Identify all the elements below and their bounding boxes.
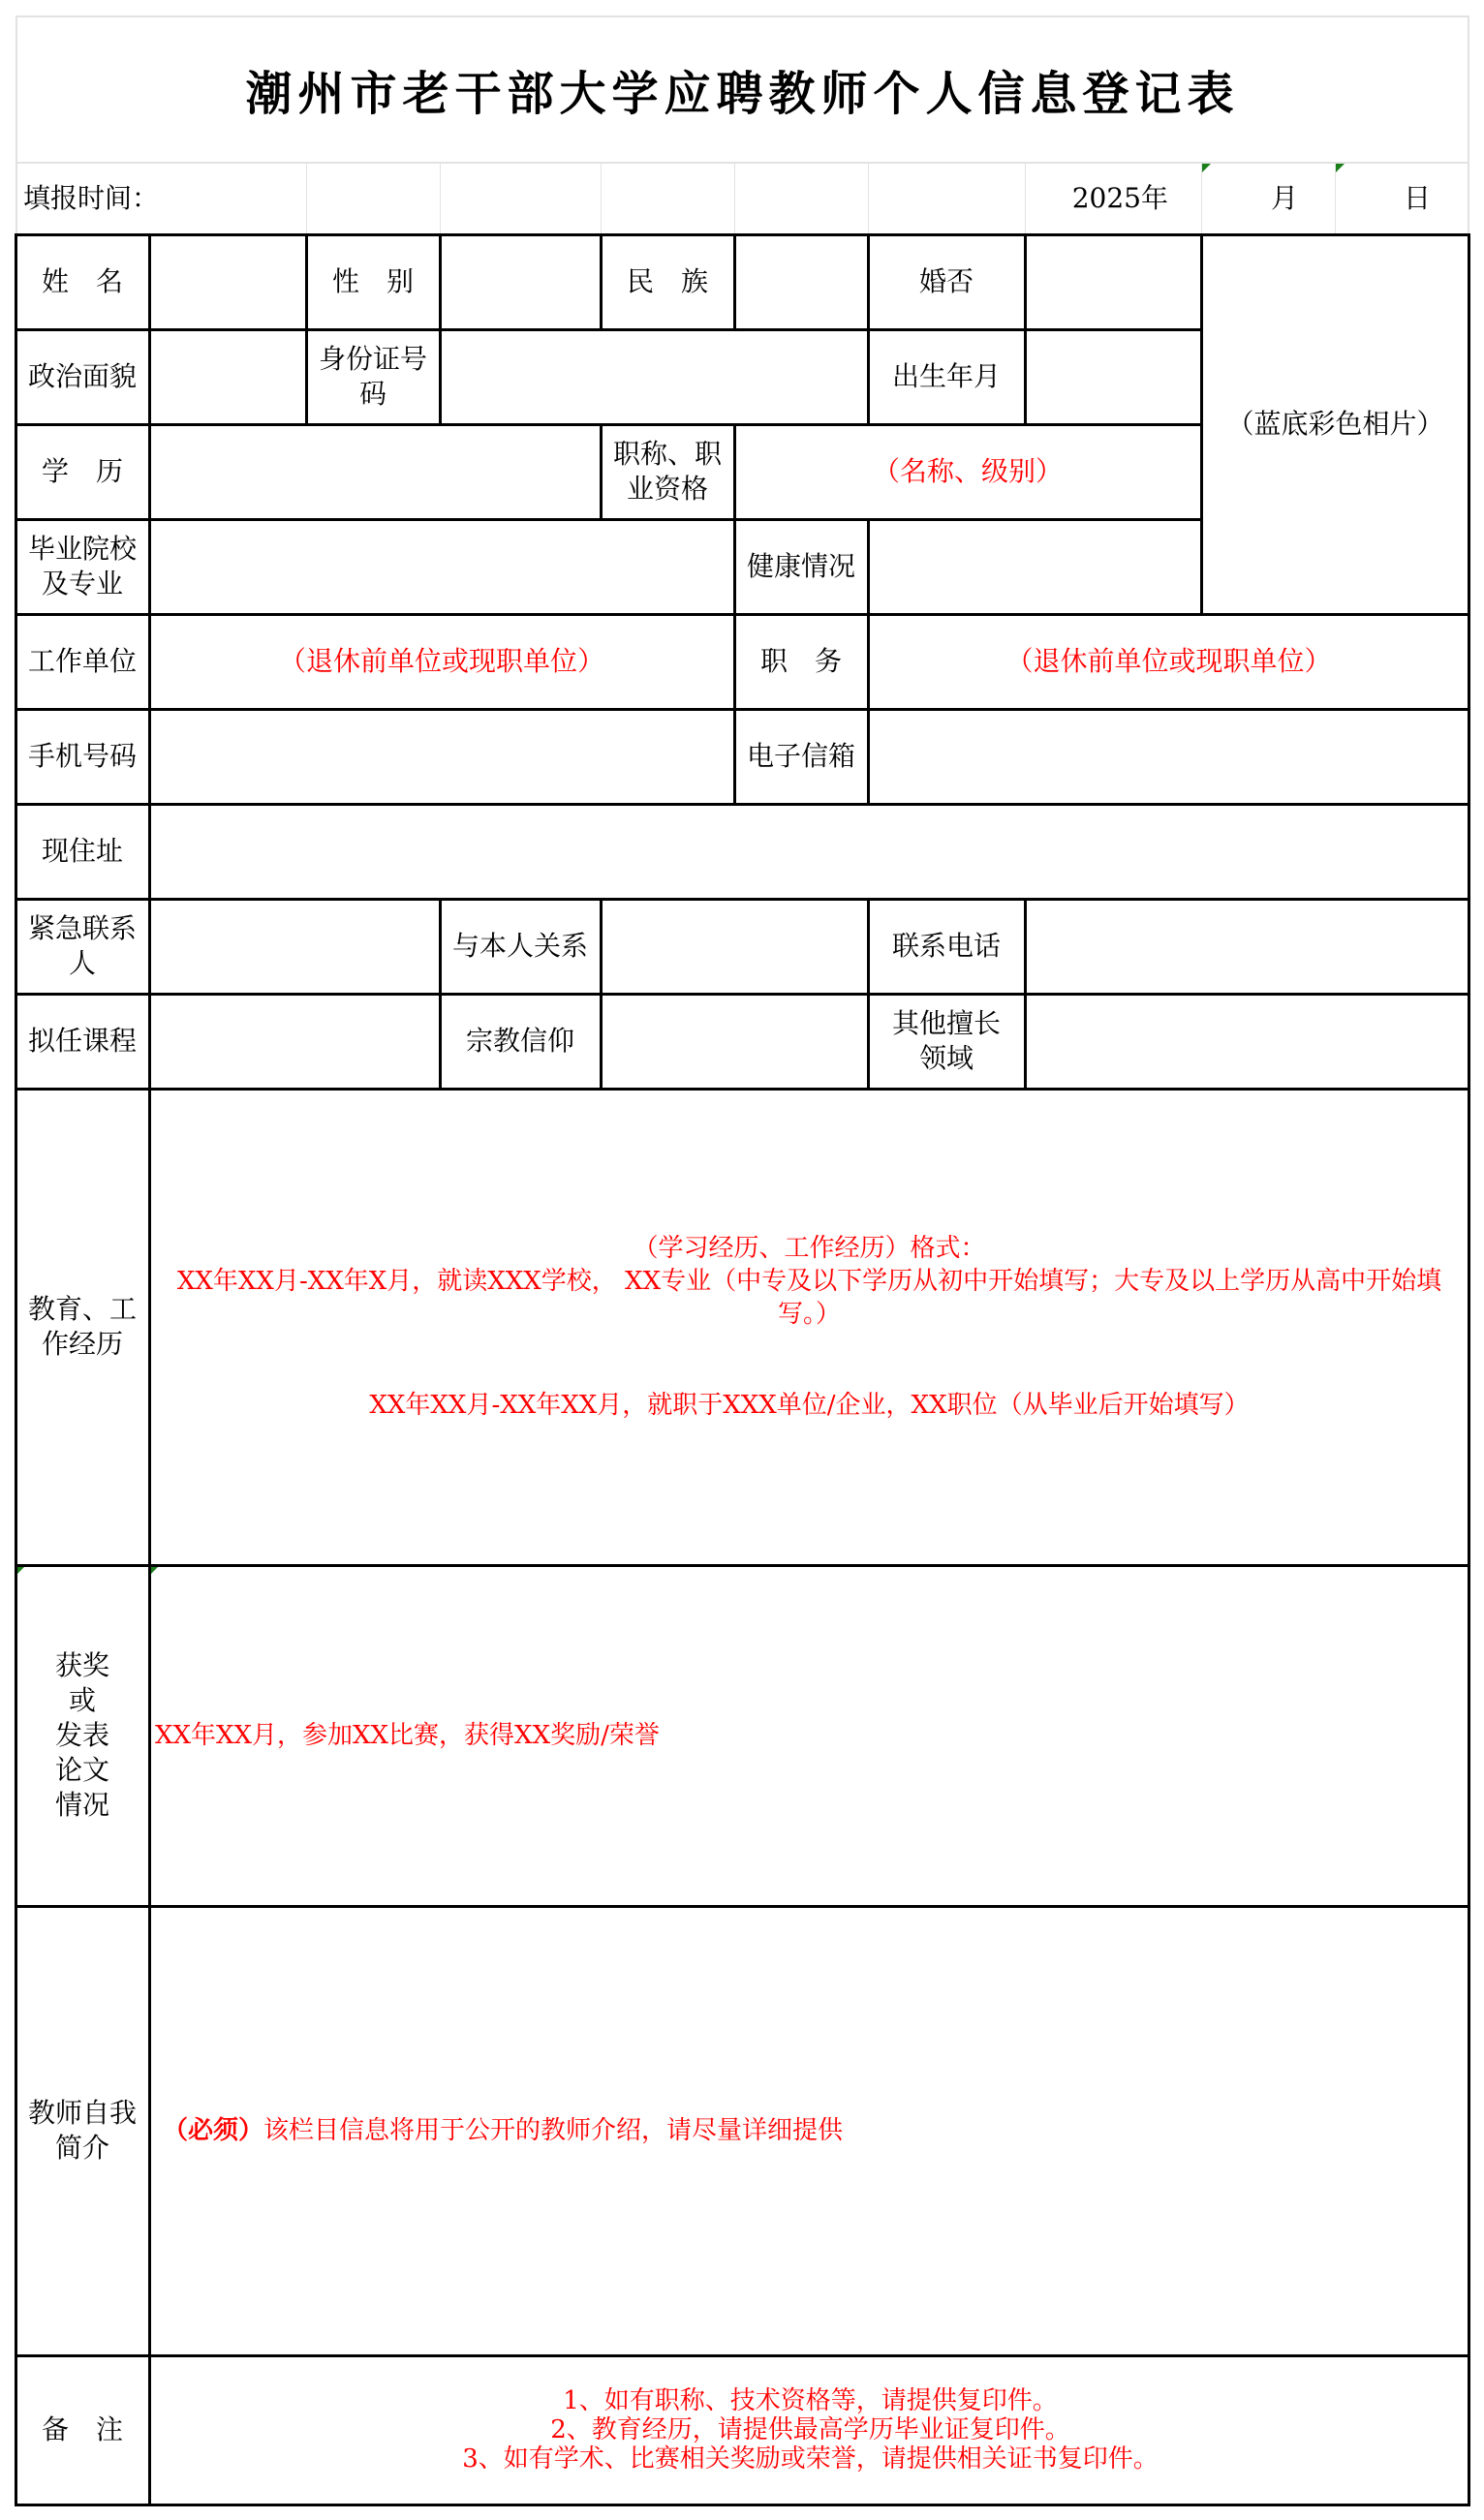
- notes-label: 备 注: [41, 2413, 123, 2445]
- emergency-contact-label: [15, 899, 149, 994]
- title-qualification-label-line1: 职称、职: [612, 438, 722, 470]
- ethnicity-label: 民 族: [626, 265, 708, 297]
- email-input[interactable]: [868, 709, 1469, 804]
- other-skills-label-line2: 领域: [918, 1042, 974, 1074]
- border-line: [1024, 898, 1027, 1090]
- health-input[interactable]: [868, 519, 1201, 614]
- border-line: [867, 898, 870, 1090]
- border-line: [305, 233, 308, 425]
- education-work-example: XX年XX月-XX年XX月，就职于XXX单位/企业，XX职位（从毕业后开始填写）: [369, 1391, 1250, 1420]
- date-month[interactable]: 月: [1270, 182, 1298, 214]
- border-line: [15, 613, 1470, 616]
- relation-label: 与本人关系: [451, 930, 588, 962]
- border-line: [1024, 233, 1027, 425]
- border-line: [148, 233, 151, 2506]
- border-line: [15, 518, 1201, 521]
- ethnicity-input[interactable]: [734, 234, 868, 329]
- note-item: 3、如有学术、比赛相关奖励或荣誉，请提供相关证书复印件。: [462, 2444, 1159, 2474]
- title-qualification-input[interactable]: （名称、级别）: [872, 455, 1063, 487]
- border-line: [15, 1905, 1470, 1908]
- contact-phone-input[interactable]: [1025, 899, 1469, 994]
- education-history-label: [15, 1089, 149, 1565]
- position-input[interactable]: （退休前单位或现职单位）: [1005, 645, 1332, 677]
- border-line: [600, 233, 603, 330]
- border-line: [600, 898, 603, 1090]
- title-qualification-label: [601, 424, 734, 519]
- id-number-input[interactable]: [440, 329, 868, 424]
- education-level-input[interactable]: [149, 424, 601, 519]
- border-line: [600, 423, 603, 520]
- other-skills-label-line1: 其他擅长: [891, 1007, 1001, 1039]
- border-line: [15, 2504, 1470, 2506]
- education-spacer: [155, 1331, 1464, 1389]
- phone-label: 手机号码: [27, 740, 137, 772]
- other-skills-input[interactable]: [1025, 994, 1469, 1089]
- awards-label-line: 或: [68, 1684, 96, 1716]
- id-number-label-line2: 码: [358, 378, 386, 410]
- comment-marker-icon: [1202, 164, 1211, 172]
- note-item: 1、如有职称、技术资格等，请提供复印件。: [563, 2386, 1058, 2415]
- border-line: [867, 518, 870, 615]
- self-intro-hint: 该栏目信息将用于公开的教师介绍，请尽量详细提供: [263, 2116, 844, 2145]
- emergency-contact-label-line1: 紧急联系: [27, 912, 137, 944]
- birth-input[interactable]: [1025, 329, 1201, 424]
- border-line: [15, 1564, 1470, 1567]
- border-line: [15, 233, 1470, 236]
- political-input[interactable]: [149, 329, 306, 424]
- self-intro-label-line1: 教师自我: [27, 2097, 137, 2129]
- school-major-input[interactable]: [149, 519, 734, 614]
- address-input[interactable]: [149, 804, 1469, 899]
- work-unit-label: 工作单位: [27, 645, 137, 677]
- awards-label-line: 论文: [54, 1754, 109, 1786]
- awards-label-line: 发表: [54, 1719, 109, 1751]
- work-unit-input[interactable]: （退休前单位或现职单位）: [278, 645, 604, 677]
- phone-input[interactable]: [149, 709, 734, 804]
- health-label: 健康情况: [746, 550, 855, 582]
- education-study-example: XX年XX月-XX年X月，就读XXX学校， XX专业（中专及以下学历从初中开始填写；大专及以上学历从高中开始填写。）: [176, 1267, 1442, 1329]
- border-line: [15, 898, 1470, 901]
- religion-label: 宗教信仰: [465, 1025, 574, 1057]
- awards-label: [15, 1565, 149, 1906]
- border-line: [15, 708, 1470, 711]
- education-history-label-line1: 教育、工: [27, 1293, 137, 1325]
- fill-date-label: 填报时间：: [23, 182, 160, 214]
- border-line: [867, 233, 870, 425]
- border-line: [439, 233, 442, 330]
- awards-label-line: 情况: [54, 1789, 109, 1821]
- required-tag: （必须）: [163, 2116, 264, 2145]
- gender-label: 性 别: [331, 265, 414, 297]
- contact-phone-label: 联系电话: [891, 930, 1001, 962]
- date-blank-cell[interactable]: [601, 163, 734, 234]
- border-line: [15, 993, 1470, 996]
- emergency-contact-input[interactable]: [149, 899, 440, 994]
- education-level-label: 学 历: [41, 455, 123, 487]
- date-day[interactable]: 日: [1403, 182, 1431, 214]
- date-blank-cell[interactable]: [868, 163, 1025, 234]
- emergency-contact-label-line2: 人: [68, 947, 96, 979]
- email-label: 电子信箱: [746, 740, 855, 772]
- border-line: [15, 1088, 1470, 1091]
- political-label: 政治面貌: [27, 360, 137, 392]
- other-skills-label: [868, 994, 1025, 1089]
- name-label: 姓 名: [41, 265, 123, 297]
- education-history-label-line2: 作经历: [41, 1328, 123, 1360]
- marital-input[interactable]: [1025, 234, 1201, 329]
- notes-content: [149, 2355, 1469, 2505]
- self-intro-input[interactable]: [149, 1906, 1469, 2355]
- course-label: 拟任课程: [27, 1025, 137, 1057]
- border-line: [15, 233, 17, 2506]
- id-number-label-line1: 身份证号: [318, 343, 427, 375]
- border-line: [1200, 233, 1203, 615]
- photo-placeholder[interactable]: （蓝底彩色相片）: [1226, 408, 1444, 440]
- date-year[interactable]: 2025年: [1071, 182, 1168, 214]
- border-line: [733, 233, 736, 330]
- school-major-label-line2: 及专业: [41, 568, 123, 599]
- awards-input[interactable]: XX年XX月，参加XX比赛，获得XX奖励/荣誉: [155, 1721, 660, 1750]
- border-line: [733, 518, 736, 615]
- self-intro-label: [15, 1906, 149, 2355]
- date-blank-cell[interactable]: [306, 163, 440, 234]
- page-title: 潮州市老干部大学应聘教师个人信息登记表: [245, 66, 1240, 121]
- date-blank-cell[interactable]: [734, 163, 868, 234]
- relation-input[interactable]: [601, 899, 868, 994]
- education-history-input[interactable]: [149, 1089, 1469, 1565]
- school-major-label-line1: 毕业院校: [27, 533, 137, 565]
- address-label: 现住址: [41, 835, 123, 867]
- comment-marker-icon: [150, 1566, 159, 1575]
- border-line: [733, 613, 736, 805]
- border-line: [439, 328, 442, 425]
- awards-label-line: 获奖: [54, 1649, 109, 1681]
- comment-marker-icon: [16, 1566, 25, 1575]
- education-format-heading: （学习经历、工作经历）格式：: [633, 1234, 986, 1263]
- birth-label: 出生年月: [891, 360, 1001, 392]
- comment-marker-icon: [1336, 164, 1345, 172]
- id-number-label: [306, 329, 440, 424]
- gender-input[interactable]: [440, 234, 601, 329]
- school-major-label: [15, 519, 149, 614]
- note-item: 2、教育经历，请提供最高学历毕业证复印件。: [550, 2415, 1070, 2444]
- border-line: [867, 613, 870, 805]
- border-line: [15, 2354, 1470, 2357]
- border-line: [733, 423, 736, 520]
- border-line: [1468, 233, 1470, 2506]
- name-input[interactable]: [149, 234, 306, 329]
- date-blank-cell[interactable]: [440, 163, 601, 234]
- border-line: [439, 898, 442, 1090]
- self-intro-label-line2: 简介: [54, 2132, 109, 2164]
- course-input[interactable]: [149, 994, 440, 1089]
- position-label: 职 务: [759, 645, 842, 677]
- title-qualification-label-line2: 业资格: [626, 473, 708, 505]
- marital-label: 婚否: [918, 265, 974, 297]
- border-line: [15, 803, 1470, 806]
- religion-input[interactable]: [601, 994, 868, 1089]
